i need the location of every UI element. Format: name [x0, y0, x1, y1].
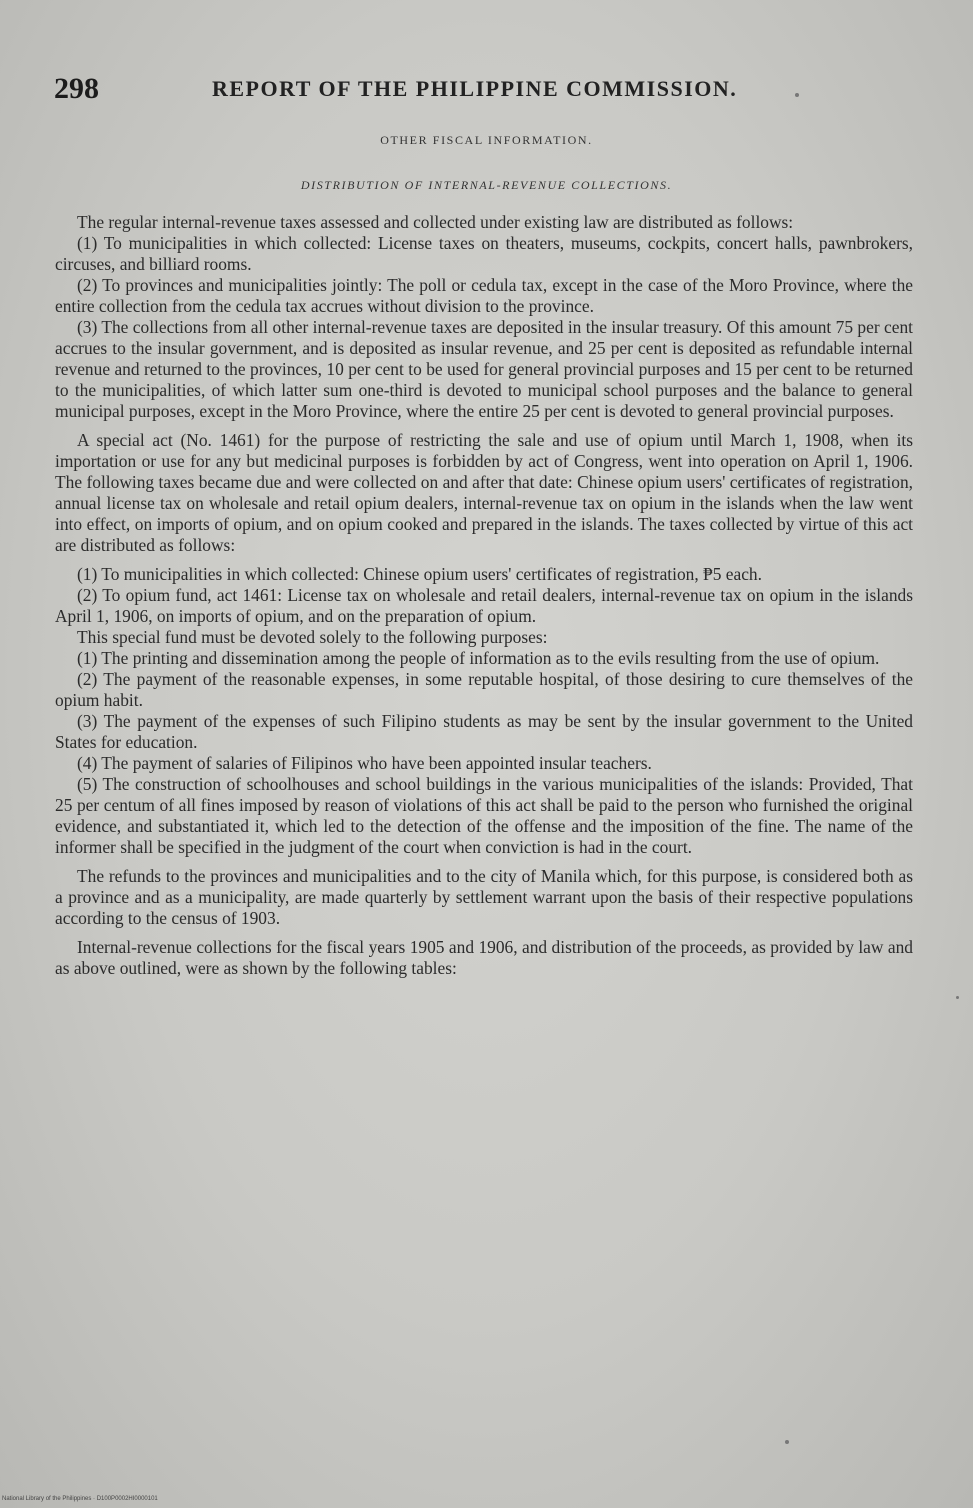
- paragraph-purpose-1: (1) The printing and dissemination among the people of information as to the evils resulting from the use of opium.: [77, 648, 880, 668]
- paragraph-purpose-4: (4) The payment of salaries of Filipinos who have been appointed insular teachers.: [77, 753, 652, 773]
- scan-speck: [795, 93, 799, 97]
- paragraph-fund-purposes: This special fund must be devoted solely to the following purposes:: [77, 627, 548, 647]
- paragraph-item-2: (2) To provinces and municipalities jointly: The poll or cedula tax, except in the case of the Moro Province, where the entire collection from the cedula tax accrues without division to the province.: [55, 275, 913, 316]
- body-text: [55, 212, 913, 979]
- paragraph-opium-item-1: (1) To municipalities in which collected: Chinese opium users' certificates of registration, ₱5 each.: [77, 564, 762, 584]
- paragraph-purpose-2: (2) The payment of the reasonable expenses, in some reputable hospital, of those desiring to cure themselves of the opium habit.: [55, 669, 913, 710]
- scan-speck: [785, 1440, 789, 1444]
- paragraph-item-3: (3) The collections from all other internal-revenue taxes are deposited in the insular treasury. Of this amount 75 per cent accrues to the insular government, and is deposited as insular revenue, and 25 per cent is deposited as refundable internal revenue and returned to the provinces, 10 per cent to be used for general provincial purposes and 15 per cent to be returned to the municipalities, of which latter sum one-third is devoted to municipal school purposes and the balance to general municipal purposes, except in the Moro Province, where the entire 25 per cent is devoted to general provincial purposes.: [55, 317, 913, 421]
- library-footer: National Library of the Philippines · D100P0002HI0000101: [2, 1496, 158, 1502]
- paragraph-refunds: The refunds to the provinces and municipalities and to the city of Manila which, for this purpose, is considered both as a province and as a municipality, are made quarterly by settlement warrant upon the basis of their respective populations according to the census of 1903.: [55, 866, 913, 928]
- paragraph-item-1: (1) To municipalities in which collected: License taxes on theaters, museums, cockpits, concert halls, pawnbrokers, circuses, and billiard rooms.: [55, 233, 913, 274]
- paragraph-opium-act: A special act (No. 1461) for the purpose of restricting the sale and use of opium until March 1, 1908, when its importation or use for any but medicinal purposes is forbidden by act of Congress, went into operation on April 1, 1906. The following taxes became due and were collected on and after that date: Chinese opium users' certificates of registration, annual license tax on wholesale and retail opium dealers, internal-revenue tax on opium in the islands when the law went into effect, on imports of opium, and on opium cooked and prepared in the islands. The taxes collected by virtue of this act are distributed as follows:: [55, 430, 913, 555]
- page-number: 298: [54, 72, 99, 105]
- paragraph-purpose-3: (3) The payment of the expenses of such Filipino students as may be sent by the insular government to the United States for education.: [55, 711, 913, 752]
- paragraph-intro: The regular internal-revenue taxes assessed and collected under existing law are distributed as follows:: [77, 212, 794, 232]
- paragraph-opium-item-2: (2) To opium fund, act 1461: License tax on wholesale and retail dealers, internal-revenue tax on opium in the islands April 1, 1906, on imports of opium, and on the preparation of opium.: [55, 585, 913, 626]
- paragraph-tables-intro: Internal-revenue collections for the fiscal years 1905 and 1906, and distribution of the proceeds, as provided by law and as above outlined, were as shown by the following tables:: [55, 937, 913, 978]
- scan-speck: [956, 996, 959, 999]
- page-header: [54, 72, 924, 112]
- section-subheading: DISTRIBUTION OF INTERNAL-REVENUE COLLECTIONS.: [300, 178, 673, 192]
- running-title: REPORT OF THE PHILIPPINE COMMISSION.: [212, 76, 738, 101]
- paragraph-purpose-5: (5) The construction of schoolhouses and school buildings in the various municipalities of the islands: Provided, That 25 per centum of all fines imposed by reason of violations of this act shall be paid to the person who furnished the original evidence, and substantiated it, which led to the detection of the offense and the imposition of the fine. The name of the informer shall be specified in the judgment of the court when conviction is had in the court.: [55, 774, 913, 857]
- section-heading: OTHER FISCAL INFORMATION.: [380, 133, 593, 147]
